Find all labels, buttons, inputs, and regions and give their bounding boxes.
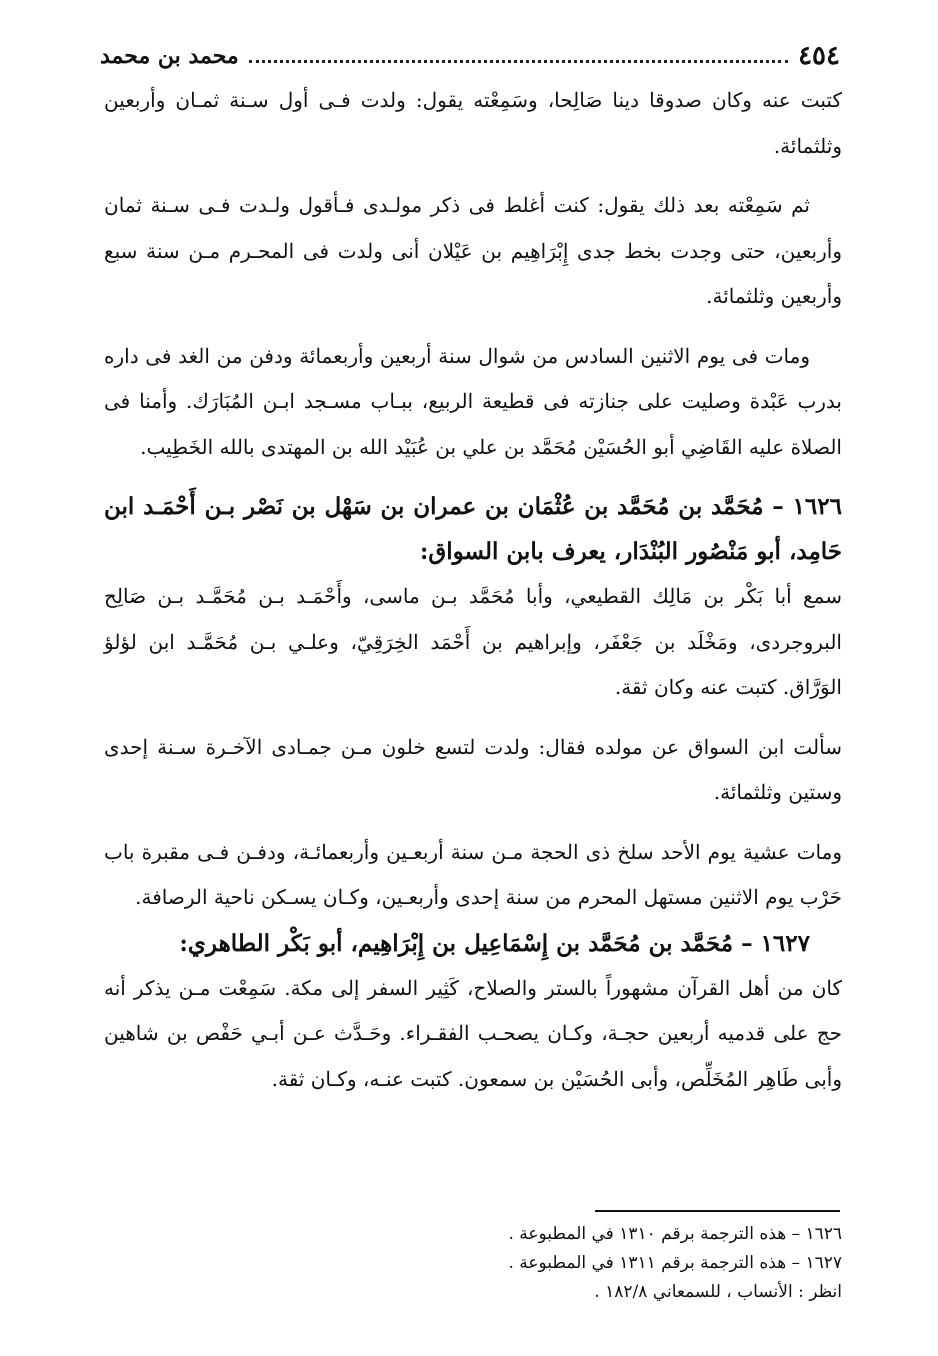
paragraph-5: سألت ابن السواق عن مولده فقال: ولدت لتسع خلون مـن جمـادى الآخـرة سـنة إحدى وستين وثلثمائة. <box>104 734 842 804</box>
page-number: ٤٥٤ <box>798 41 840 71</box>
footnotes <box>104 1220 842 1307</box>
paragraph-spacer <box>104 169 842 183</box>
footnote-1: ١٦٢٦ – هذه الترجمة برقم ١٣١٠ في المطبوعة . <box>508 1224 842 1244</box>
footnote-2: ١٦٢٧ – هذه الترجمة برقم ١٣١١ في المطبوعة . <box>508 1253 842 1273</box>
main-text <box>104 78 842 1102</box>
paragraph-2: ثم سَمِعْته بعد ذلك يقول: كنت أغلط فى ذكر مولـدى فـأقول ولـدت فـى سـنة ثمان وأربعين، حتى وجدت بخط جدى إِبْرَاهِيم بن عَيْلان أنى ولدت فى المحـرم مـن سنة سبع وأربعين وثلثمائة. <box>104 193 842 308</box>
page-header <box>100 36 840 76</box>
paragraph-spacer <box>104 816 842 830</box>
paragraph-spacer <box>104 320 842 334</box>
paragraph-1: كتبت عنه وكان صدوقا دينا صَالِحا، وسَمِعْته يقول: ولدت فـى أول سـنة ثمـان وأربعين وثلثمائة. <box>104 88 842 158</box>
paragraph-6: ومات عشية يوم الأحد سلخ ذى الحجة مـن سنة أربعـين وأربعمائـة، ودفـن فـى مقبرة باب حَرْب يوم الاثنين مستهل المحرم من سنة إحدى وأربعـين، وكـان يسـكن ناحية الرصافة. <box>104 839 842 909</box>
paragraph-7: كان من أهل القرآن مشهوراً بالستر والصلاح، كَثِير السفر إلى مكة. سَمِعْت مـن يذكر أنه حج على قدميه أربعين حجـة، وكـان يصحـب الفقـراء. وحَـدَّث عـن أبـي حَفْص بن شاهين وأبى طَاهِر المُخَلِّص، وأبى الحُسَيْن بن سمعون. كتبت عنـه، وكـان ثقة. <box>104 975 843 1091</box>
footnote-separator <box>595 1210 840 1212</box>
paragraph-3: ومات فى يوم الاثنين السادس من شوال سنة أربعين وأربعمائة ودفن من الغد فى داره بدرب عَبْدة وصليت على جنازته فى قطيعة الربيع، ببـاب مسـجد ابـن المُبَارَك. وأمنا فى الصلاة عليه القَاضِي أبو الحُسَيْن مُحَمَّد بن علي بن عُبَيْد الله بن المهتدى بالله الخَطِيب. <box>104 343 842 459</box>
paragraph-4: سمع أبا بَكْر بن مَالِك القطيعي، وأبا مُحَمَّد بـن ماسى، وأَحْمَـد بـن مُحَمَّـد بـن صَالِح البروجردى، ومَخْلَد بن جَعْفَر، وإبراهيم بن أَحْمَد الخِرَقِيّ، وعلـي بـن مُحَمَّـد ابن لؤلؤ الوَرَّاق. كتبت عنه وكان ثقة. <box>104 584 842 699</box>
header-dot-leader <box>249 50 788 63</box>
entry-heading-1627: ١٦٢٧ – مُحَمَّد بن مُحَمَّد بن إِسْمَاعِيل بن إِبْرَاهِيم، أبو بَكْر الطاهري: <box>179 929 810 957</box>
running-title: محمد بن محمد <box>100 43 239 69</box>
paragraph-spacer <box>104 470 842 484</box>
paragraph-spacer <box>104 711 842 725</box>
entry-heading-1626: ١٦٢٦ – مُحَمَّد بن مُحَمَّد بن عُثْمَان بن عمران بن سَهْل بن نَصْر بـن أَحْمَـد ابن حَامِد، أبو مَنْصُور البُنْدَار، يعرف بابن السواق: <box>104 493 842 565</box>
footnote-3: انظر : الأنساب ، للسمعاني ١٨٢/٨ . <box>594 1282 842 1302</box>
